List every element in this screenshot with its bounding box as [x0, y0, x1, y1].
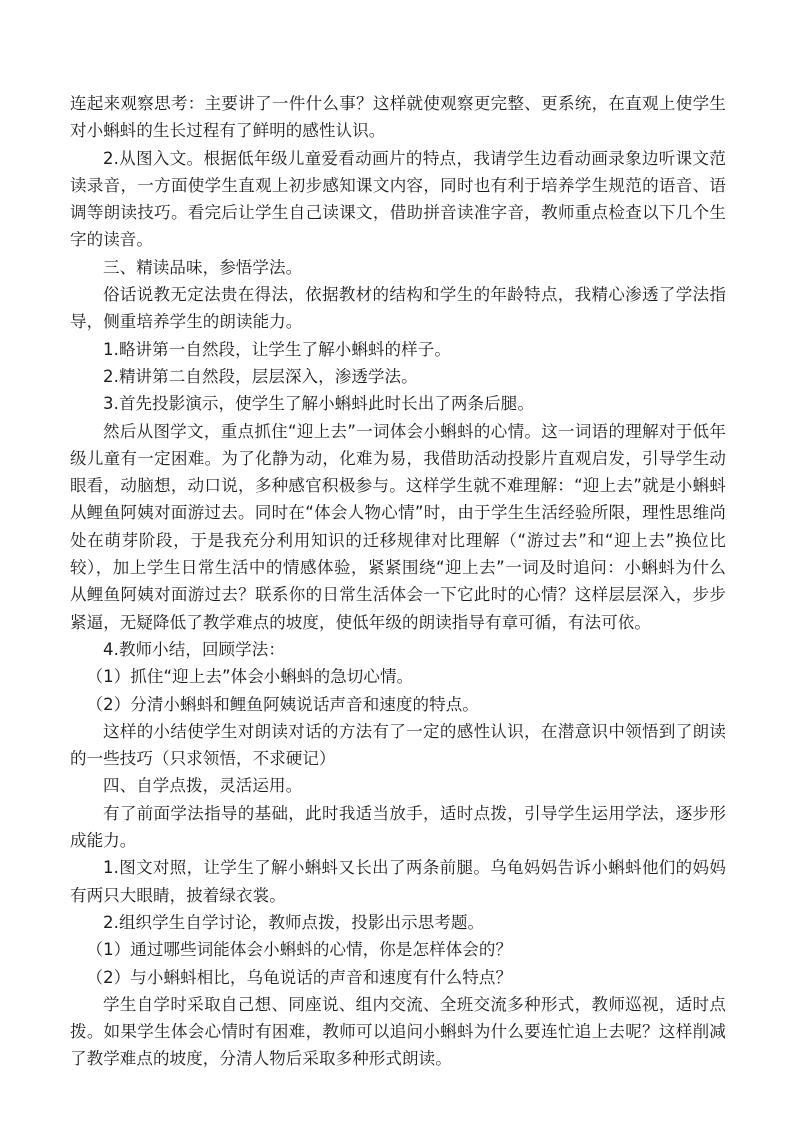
- document-body: [70, 90, 726, 1073]
- sub-list-item: （2）与小蝌蚪相比，乌龟说话的声音和速度有什么特点？: [86, 967, 513, 987]
- paragraph: 连起来观察思考：主要讲了一件什么事？这样就使观察更完整、更系统，在直观上使学生对小蝌蚪的生长过程有了鲜明的感性认识。: [70, 94, 726, 141]
- sub-list-item: （1）通过哪些词能体会小蝌蚪的心情，你是怎样体会的？: [86, 940, 513, 960]
- paragraph: 有了前面学法指导的基础，此时我适当放手，适时点拨，引导学生运用学法，逐步形成能力。: [70, 803, 726, 851]
- paragraph: 2.从图入文。根据低年级儿童爱看动画片的特点，我请学生边看动画录象边听课文范读录音，一方面使学生直观上初步感知课文内容，同时也有利于培养学生规范的语音、语调等朗读技巧。看完后让学生自己读课文，借助拼音读准字音，教师重点检查以下几个生字的读音。: [70, 148, 726, 250]
- sub-list-item: （2）分清小蝌蚪和鲤鱼阿姨说话声音和速度的特点。: [86, 694, 479, 714]
- list-item: 1.图文对照，让学生了解小蝌蚪又长出了两条前腿。乌龟妈妈告诉小蝌蚪他们的妈妈有两只大眼睛，披着绿衣裳。: [70, 858, 726, 905]
- paragraph: 学生自学时采取自己想、同座说、组内交流、全班交流多种形式，教师巡视，适时点拨。如果学生体会心情时有困难，教师可以追问小蝌蚪为什么要连忙追上去呢？这样削减了教学难点的坡度，分清人物后采取多种形式朗读。: [70, 994, 726, 1069]
- sub-list-item: （1）抓住“迎上去”体会小蝌蚪的急切心情。: [86, 667, 414, 687]
- section-heading-four: 四、自学点拨，灵活运用。: [103, 776, 303, 796]
- paragraph: 然后从图学文，重点抓住“迎上去”一词体会小蝌蚪的心情。这一词语的理解对于低年级儿童有一定困难。为了化静为动，化难为易，我借助活动投影片直观启发，引导学生动眼看，动脑想，动口说，多种感官积极参与。这样学生就不难理解：“迎上去”就是小蝌蚪从鲤鱼阿姨对面游过去。同时在“体会人物心情”时，由于学生生活经验所限，理性思维尚处在萌芽阶段，于是我充分利用知识的迁移规律对比理解（“游过去”和“迎上去”换位比较），加上学生日常生活中的情感体验，紧紧围绕“迎上去”一词及时追问：小蝌蚪为什么从鲤鱼阿姨对面游过去？联系你的日常生活体会一下它此时的心情？这样层层深入，步步紧逼，无疑降低了教学难点的坡度，使低年级的朗读指导有章可循，有法可依。: [70, 421, 726, 632]
- list-item: 3.首先投影演示，使学生了解小蝌蚪此时长出了两条后腿。: [103, 394, 534, 414]
- list-item: 2.组织学生自学讨论，教师点拨，投影出示思考题。: [103, 912, 485, 932]
- section-heading-three: 三、精读品味，参悟学法。: [103, 257, 303, 277]
- list-item: 1.略讲第一自然段，让学生了解小蝌蚪的样子。: [103, 339, 451, 359]
- list-item: 2.精讲第二自然段，层层深入，渗透学法。: [103, 366, 418, 386]
- paragraph: 俗话说教无定法贵在得法，依据教材的结构和学生的年龄特点，我精心渗透了学法指导，侧重培养学生的朗读能力。: [70, 285, 726, 332]
- list-item: 4.教师小结，回顾学法：: [103, 639, 285, 659]
- paragraph: 这样的小结使学生对朗读对话的方法有了一定的感性认识，在潜意识中领悟到了朗读的一些技巧（只求领悟，不求硬记）: [70, 721, 726, 769]
